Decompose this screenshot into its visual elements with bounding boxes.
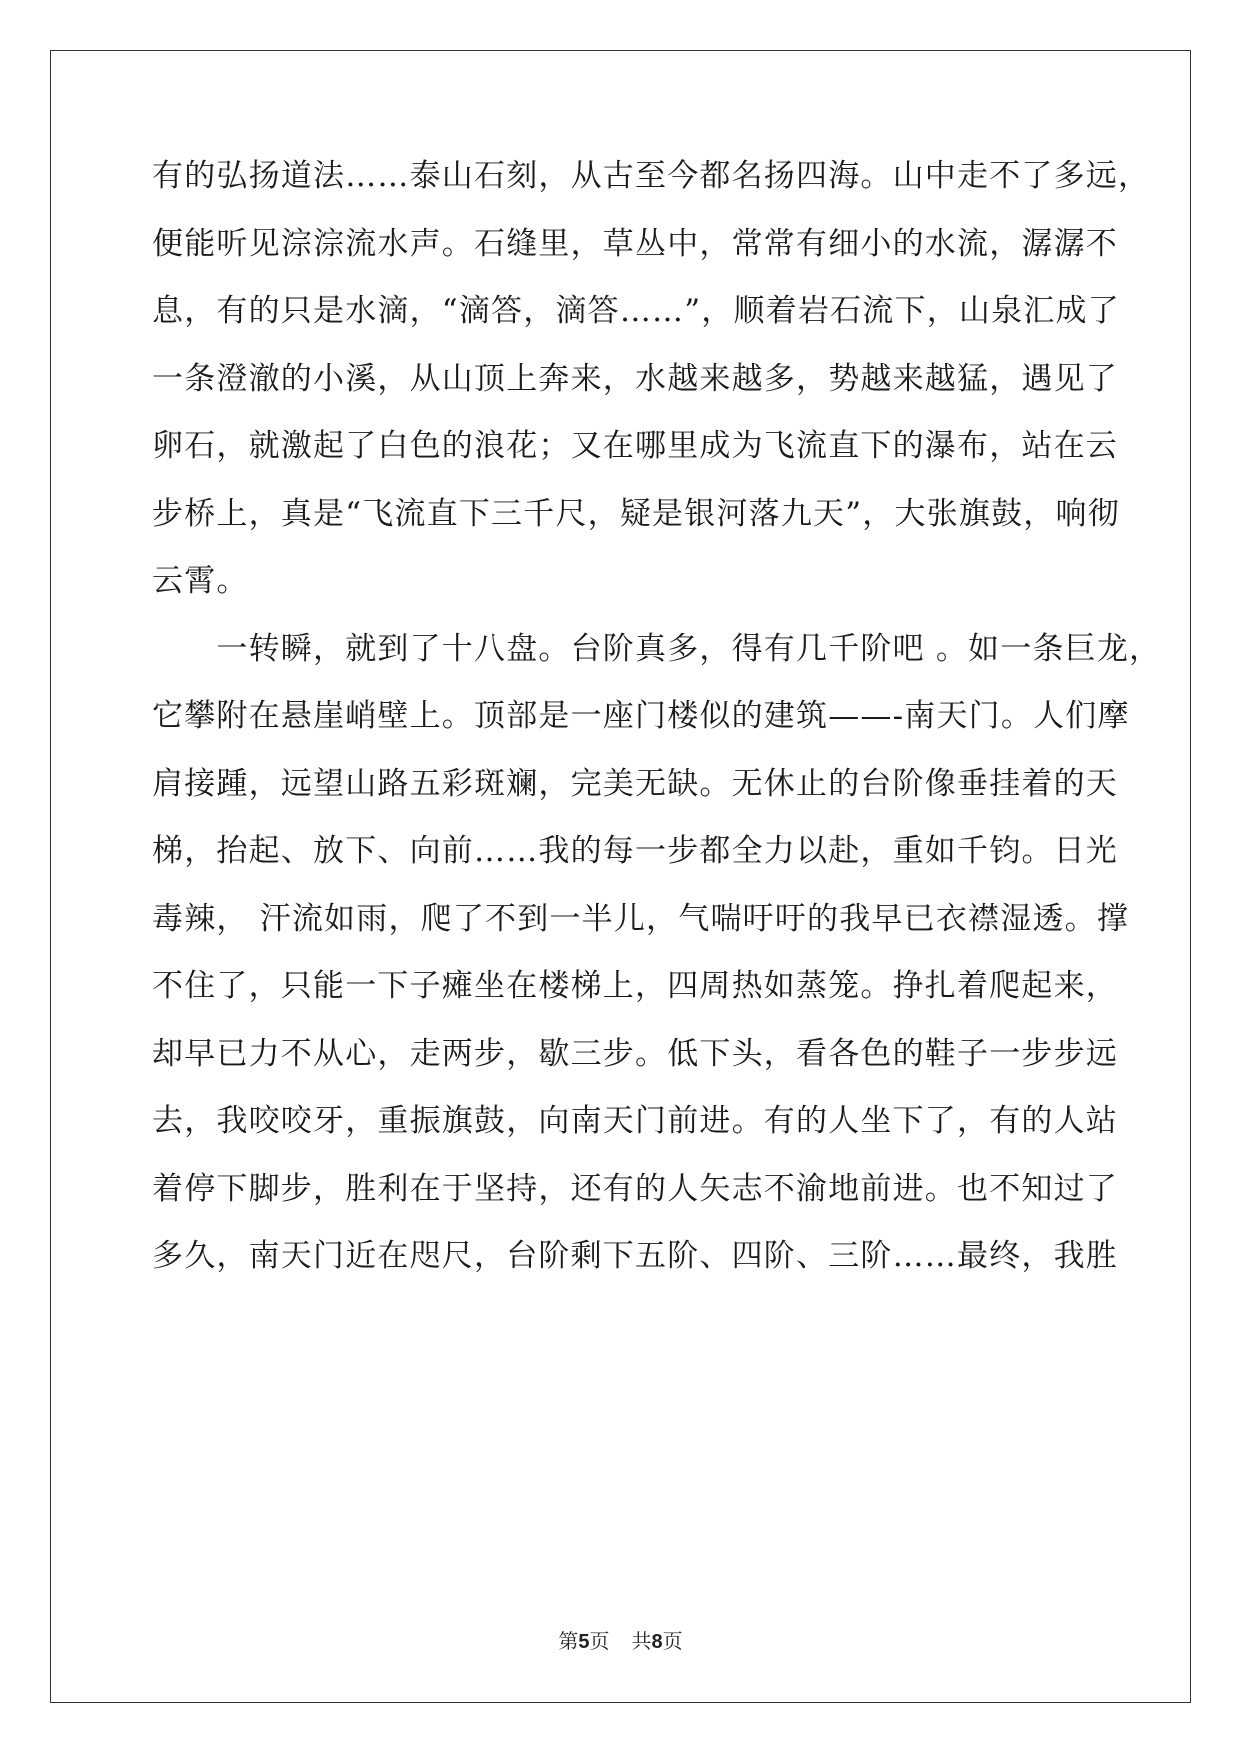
text-line: 一条澄澈的小溪，从山顶上奔来，水越来越多，势越来越猛，遇见了 (152, 361, 1118, 397)
text-line: 它攀附在悬崖峭壁上。顶部是一座门楼似的建筑——-南天门。人们摩 (152, 698, 1130, 734)
text-line: 步桥上，真是“飞流直下三千尺，疑是银河落九天”，大张旗鼓，响彻 (152, 496, 1120, 532)
text-line: 毒辣， 汗流如雨，爬了不到一半儿，气喘吁吁的我早已衣襟湿透。撑 (152, 901, 1130, 937)
page-number: 5 (578, 1631, 590, 1653)
total-suffix: 页 (662, 1629, 683, 1653)
text-line: 一转瞬，就到了十八盘。台阶真多，得有几千阶吧 。如一条巨龙， (152, 631, 1162, 667)
text-line: 梯，抬起、放下、向前……我的每一步都全力以赴，重如千钧。日光 (152, 833, 1118, 869)
text-line: 肩接踵，远望山路五彩斑斓，完美无缺。无休止的台阶像垂挂着的天 (152, 766, 1118, 802)
text-line: 便能听见淙淙流水声。石缝里，草丛中，常常有细小的水流，潺潺不 (152, 226, 1118, 262)
text-line: 息，有的只是水滴，“滴答，滴答……”，顺着岩石流下，山泉汇成了 (152, 293, 1120, 329)
total-pages: 8 (651, 1631, 663, 1653)
total-prefix: 共 (631, 1629, 652, 1653)
page-suffix: 页 (589, 1629, 610, 1653)
text-line: 着停下脚步，胜利在于坚持，还有的人矢志不渝地前进。也不知过了 (152, 1171, 1118, 1207)
text-line: 云霄。 (152, 563, 249, 599)
text-line: 卵石，就激起了白色的浪花；又在哪里成为飞流直下的瀑布，站在云 (152, 428, 1118, 464)
text-line: 多久，南天门近在咫尺，台阶剩下五阶、四阶、三阶……最终，我胜 (152, 1238, 1118, 1274)
page-prefix: 第 (558, 1629, 579, 1653)
page-footer (0, 1628, 1241, 1655)
text-line: 去，我咬咬牙，重振旗鼓，向南天门前进。有的人坐下了，有的人站 (152, 1103, 1118, 1139)
text-line: 却早已力不从心，走两步，歇三步。低下头，看各色的鞋子一步步远 (152, 1036, 1118, 1072)
text-line: 有的弘扬道法……泰山石刻，从古至今都名扬四海。山中走不了多远， (152, 158, 1151, 194)
text-line: 不住了，只能一下子瘫坐在楼梯上，四周热如蒸笼。挣扎着爬起来， (152, 968, 1118, 1004)
